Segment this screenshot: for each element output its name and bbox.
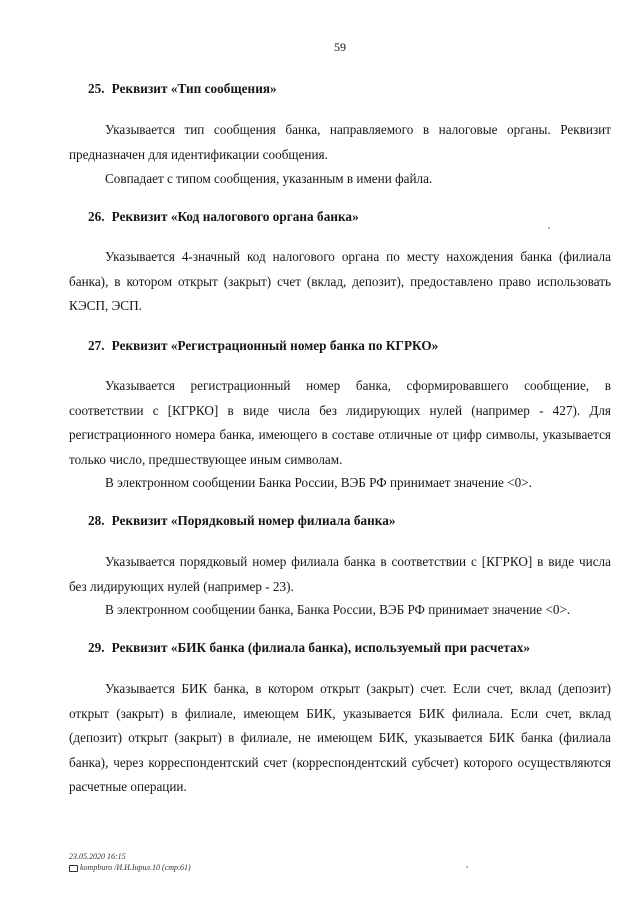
section-number: 25. [88, 81, 105, 96]
section-heading-26 [88, 209, 359, 225]
section-25-paragraph-2: Совпадает с типом сообщения, указанным в имени файла. [105, 171, 433, 186]
section-title: Реквизит «Тип сообщения» [111, 81, 277, 96]
scan-speck [548, 227, 550, 229]
section-number: 27. [88, 338, 105, 353]
section-27-paragraph-1: Указывается регистрационный номер банка, сформировавшего сообщение, в соответствии с [КГРКО] в виде числа без лидирующих нулей (например - 427). Для регистрационного номера банка, имеющего в составе отличные от цифр символы, указывается только число, предшествующее иным символам. [69, 378, 611, 467]
footer-file: kompburo /И.И.Інрил.10 (стр.61) [80, 863, 191, 872]
section-28-paragraph-2: В электронном сообщении банка, Банка России, ВЭБ РФ принимает значение <0>. [105, 602, 571, 617]
section-27-paragraph-2: В электронном сообщении Банка России, ВЭБ РФ принимает значение <0>. [105, 475, 532, 490]
section-29-paragraph-1: Указывается БИК банка, в котором открыт (закрыт) счет. Если счет, вклад (депозит) открыт (закрыт) в филиале, имеющем БИК, указывается БИК филиала. Если счет, вклад (депозит) открыт (закрыт) в филиале, не имеющем БИК, указывается БИК банка (филиала банка), через корреспондентский счет (корреспондентский субсчет) которого осуществляются расчетные операции. [69, 681, 611, 794]
page-number: 59 [334, 40, 346, 54]
section-title: Реквизит «Регистрационный номер банка по КГРКО» [111, 338, 439, 353]
section-28-paragraph-1: Указывается порядковый номер филиала банка в соответствии с [КГРКО] в виде числа без лидирующих нулей (например - 23). [69, 554, 611, 594]
section-heading-27 [88, 338, 438, 354]
footer-timestamp: 23.05.2020 16:15 [69, 852, 126, 861]
section-25-paragraph-1: Указывается тип сообщения банка, направляемого в налоговые органы. Реквизит предназначен для идентификации сообщения. [69, 122, 611, 162]
footer [69, 851, 191, 873]
section-title: Реквизит «Порядковый номер филиала банка» [111, 513, 396, 528]
section-heading-28 [88, 513, 396, 529]
section-number: 26. [88, 209, 105, 224]
section-title: Реквизит «Код налогового органа банка» [111, 209, 359, 224]
section-number: 29. [88, 640, 105, 655]
document-icon [69, 865, 78, 872]
scan-speck [466, 866, 468, 868]
section-26-paragraph-1: Указывается 4-значный код налогового органа по месту нахождения банка (филиала банка), в котором открыт (закрыт) счет (вклад, депозит), предоставлено право использовать КЭСП, ЭСП. [69, 249, 611, 313]
section-number: 28. [88, 513, 105, 528]
section-heading-25 [88, 81, 277, 97]
section-title: Реквизит «БИК банка (филиала банка), используемый при расчетах» [111, 640, 531, 655]
section-heading-29 [88, 640, 530, 656]
footer-file-line [69, 862, 191, 873]
